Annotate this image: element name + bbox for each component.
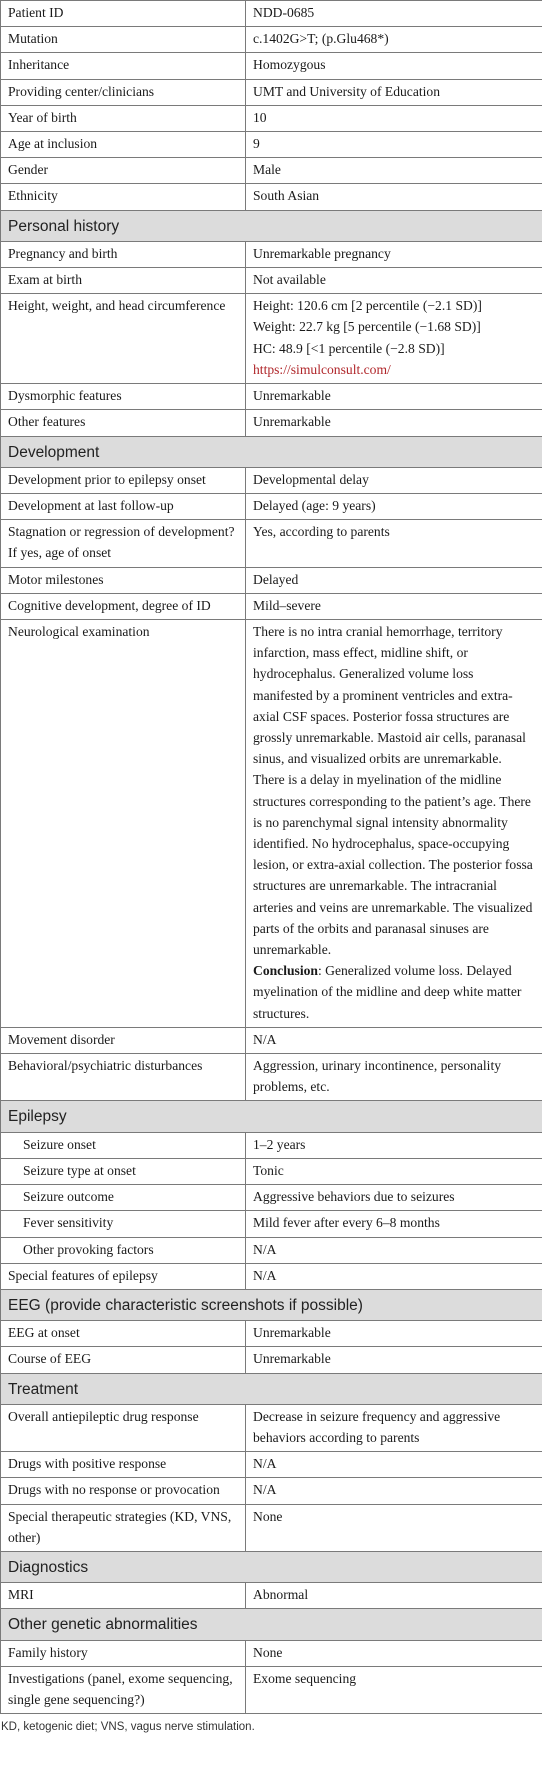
table-row <box>1 1504 542 1551</box>
section-header-genetic <box>1 1609 542 1640</box>
row-label: Course of EEG <box>1 1347 246 1373</box>
table-row <box>1 1054 542 1101</box>
row-label: Age at inclusion <box>1 132 246 158</box>
table-row <box>1 1321 542 1347</box>
section-title: Diagnostics <box>1 1552 542 1583</box>
row-label: Special therapeutic strategies (KD, VNS, other) <box>1 1504 246 1551</box>
row-value: Decrease in seizure frequency and aggressive behaviors according to parents <box>246 1404 542 1451</box>
conclusion-label: Conclusion <box>253 963 318 979</box>
row-value: Aggression, urinary incontinence, personality problems, etc. <box>246 1054 542 1101</box>
weight-value: Weight: 22.7 kg [5 percentile (−1.68 SD)] <box>253 319 481 335</box>
head-circumference-value: HC: 48.9 [<1 percentile (−2.8 SD)] <box>253 340 445 356</box>
row-label: Development at last follow-up <box>1 493 246 519</box>
row-value: c.1402G>T; (p.Glu468*) <box>246 27 542 53</box>
section-header-eeg <box>1 1289 542 1320</box>
row-label: Fever sensitivity <box>1 1211 246 1237</box>
row-value: UMT and University of Education <box>246 79 542 105</box>
row-value: N/A <box>246 1237 542 1263</box>
row-label: Development prior to epilepsy onset <box>1 467 246 493</box>
neuro-conclusion <box>253 960 535 1024</box>
section-header-treatment <box>1 1373 542 1404</box>
row-label: Year of birth <box>1 105 246 131</box>
table-row <box>1 1347 542 1373</box>
table-row <box>1 1158 542 1184</box>
row-value: Yes, according to parents <box>246 520 542 567</box>
section-header-development <box>1 436 542 467</box>
row-label: EEG at onset <box>1 1321 246 1347</box>
table-row <box>1 268 542 294</box>
table-footnote: KD, ketogenic diet; VNS, vagus nerve stimulation. <box>1 1721 255 1734</box>
row-value: Tonic <box>246 1158 542 1184</box>
row-label: Pregnancy and birth <box>1 241 246 267</box>
row-value: Homozygous <box>246 53 542 79</box>
table-row <box>1 53 542 79</box>
neurological-exam-findings <box>246 619 542 1027</box>
table-row <box>1 27 542 53</box>
row-label: Drugs with no response or provocation <box>1 1478 246 1504</box>
section-title: Development <box>1 436 542 467</box>
table-row <box>1 1478 542 1504</box>
table-row <box>1 619 542 1027</box>
section-header-epilepsy <box>1 1101 542 1132</box>
row-label: Mutation <box>1 27 246 53</box>
row-value: NDD-0685 <box>246 1 542 27</box>
table-row <box>1 493 542 519</box>
table-row <box>1 79 542 105</box>
section-header-personal-history <box>1 210 542 241</box>
row-label: Behavioral/psychiatric disturbances <box>1 1054 246 1101</box>
table-row <box>1 1640 542 1666</box>
row-label: Drugs with positive response <box>1 1452 246 1478</box>
neuro-findings-text: There is no intra cranial hemorrhage, territory infarction, mass effect, midline shift, or hydrocephalus. Generalized volume loss manifested by a prominent ventricles and extra-axial CSF spaces. Posterior fossa structures are grossly unremarkable. Mastoid air cells, paranasal sinus, and visualized orbits are unremarkable. There is a delay in myelination of the midline structures corresponding to the patient’s age. There is no parenchymal signal intensity abnormality identified. No hydrocephalus, space-occupying lesion, or extra-axial collection. The posterior fossa structures are unremarkable. The intracranial arteries and veins are unremarkable. The visualized parts of the orbits and paranasal sinuses are unremarkable. <box>253 623 533 958</box>
row-label: Seizure onset <box>1 1132 246 1158</box>
conclusion-text: : Generalized volume loss. Delayed myelination of the midline and deep white matter structures. <box>253 963 522 1021</box>
section-header-diagnostics <box>1 1552 542 1583</box>
table-row <box>1 567 542 593</box>
table-row <box>1 1 542 27</box>
table-row <box>1 184 542 210</box>
table-row <box>1 384 542 410</box>
row-value: None <box>246 1504 542 1551</box>
row-label: Neurological examination <box>1 619 246 1027</box>
table-row <box>1 1666 542 1713</box>
row-value: Unremarkable <box>246 1347 542 1373</box>
row-label: Family history <box>1 1640 246 1666</box>
row-value: Unremarkable <box>246 410 542 436</box>
row-value: N/A <box>246 1452 542 1478</box>
row-label: Height, weight, and head circumference <box>1 294 246 384</box>
table-row <box>1 1211 542 1237</box>
row-value: Delayed (age: 9 years) <box>246 493 542 519</box>
row-value: Mild fever after every 6–8 months <box>246 1211 542 1237</box>
row-label: Other provoking factors <box>1 1237 246 1263</box>
section-title: Epilepsy <box>1 1101 542 1132</box>
table-row <box>1 1404 542 1451</box>
row-label: Other features <box>1 410 246 436</box>
row-label: Patient ID <box>1 1 246 27</box>
row-label: Providing center/clinicians <box>1 79 246 105</box>
section-title: Treatment <box>1 1373 542 1404</box>
table-row <box>1 132 542 158</box>
row-value: Exome sequencing <box>246 1666 542 1713</box>
row-label: Cognitive development, degree of ID <box>1 593 246 619</box>
row-value: 1–2 years <box>246 1132 542 1158</box>
row-label: Ethnicity <box>1 184 246 210</box>
row-value: N/A <box>246 1478 542 1504</box>
row-value: South Asian <box>246 184 542 210</box>
row-value: N/A <box>246 1027 542 1053</box>
table-row <box>1 1132 542 1158</box>
simulconsult-link[interactable]: https://simulconsult.com/ <box>253 361 391 377</box>
row-label: Special features of epilepsy <box>1 1263 246 1289</box>
table-row <box>1 593 542 619</box>
row-label: Stagnation or regression of development? If yes, age of onset <box>1 520 246 567</box>
table-row <box>1 1237 542 1263</box>
growth-measurements <box>246 294 542 384</box>
row-label: Gender <box>1 158 246 184</box>
section-title: Personal history <box>1 210 542 241</box>
row-value: N/A <box>246 1263 542 1289</box>
row-value: Mild–severe <box>246 593 542 619</box>
row-label: Investigations (panel, exome sequencing, single gene sequencing?) <box>1 1666 246 1713</box>
row-value: None <box>246 1640 542 1666</box>
row-label: Seizure outcome <box>1 1185 246 1211</box>
row-label: Dysmorphic features <box>1 384 246 410</box>
row-value: Abnormal <box>246 1583 542 1609</box>
table-row <box>1 520 542 567</box>
table-row <box>1 241 542 267</box>
table-row <box>1 410 542 436</box>
row-label: Exam at birth <box>1 268 246 294</box>
row-value: 10 <box>246 105 542 131</box>
row-label: Inheritance <box>1 53 246 79</box>
table-row <box>1 158 542 184</box>
table-row <box>1 1027 542 1053</box>
row-value: Aggressive behaviors due to seizures <box>246 1185 542 1211</box>
table-row <box>1 1263 542 1289</box>
row-label: Overall antiepileptic drug response <box>1 1404 246 1451</box>
row-label: Seizure type at onset <box>1 1158 246 1184</box>
row-label: Movement disorder <box>1 1027 246 1053</box>
table-row <box>1 105 542 131</box>
table-row <box>1 1185 542 1211</box>
section-title: EEG (provide characteristic screenshots if possible) <box>1 1289 542 1320</box>
row-value: Unremarkable <box>246 384 542 410</box>
table-row <box>1 467 542 493</box>
row-value: Not available <box>246 268 542 294</box>
row-value: Male <box>246 158 542 184</box>
row-value: Unremarkable pregnancy <box>246 241 542 267</box>
row-value: Unremarkable <box>246 1321 542 1347</box>
row-value: Developmental delay <box>246 467 542 493</box>
section-title: Other genetic abnormalities <box>1 1609 542 1640</box>
table-row <box>1 1452 542 1478</box>
table-row <box>1 294 542 384</box>
row-value: 9 <box>246 132 542 158</box>
row-value: Delayed <box>246 567 542 593</box>
table-row <box>1 1583 542 1609</box>
row-label: MRI <box>1 1583 246 1609</box>
height-value: Height: 120.6 cm [2 percentile (−2.1 SD)] <box>253 298 482 314</box>
row-label: Motor milestones <box>1 567 246 593</box>
